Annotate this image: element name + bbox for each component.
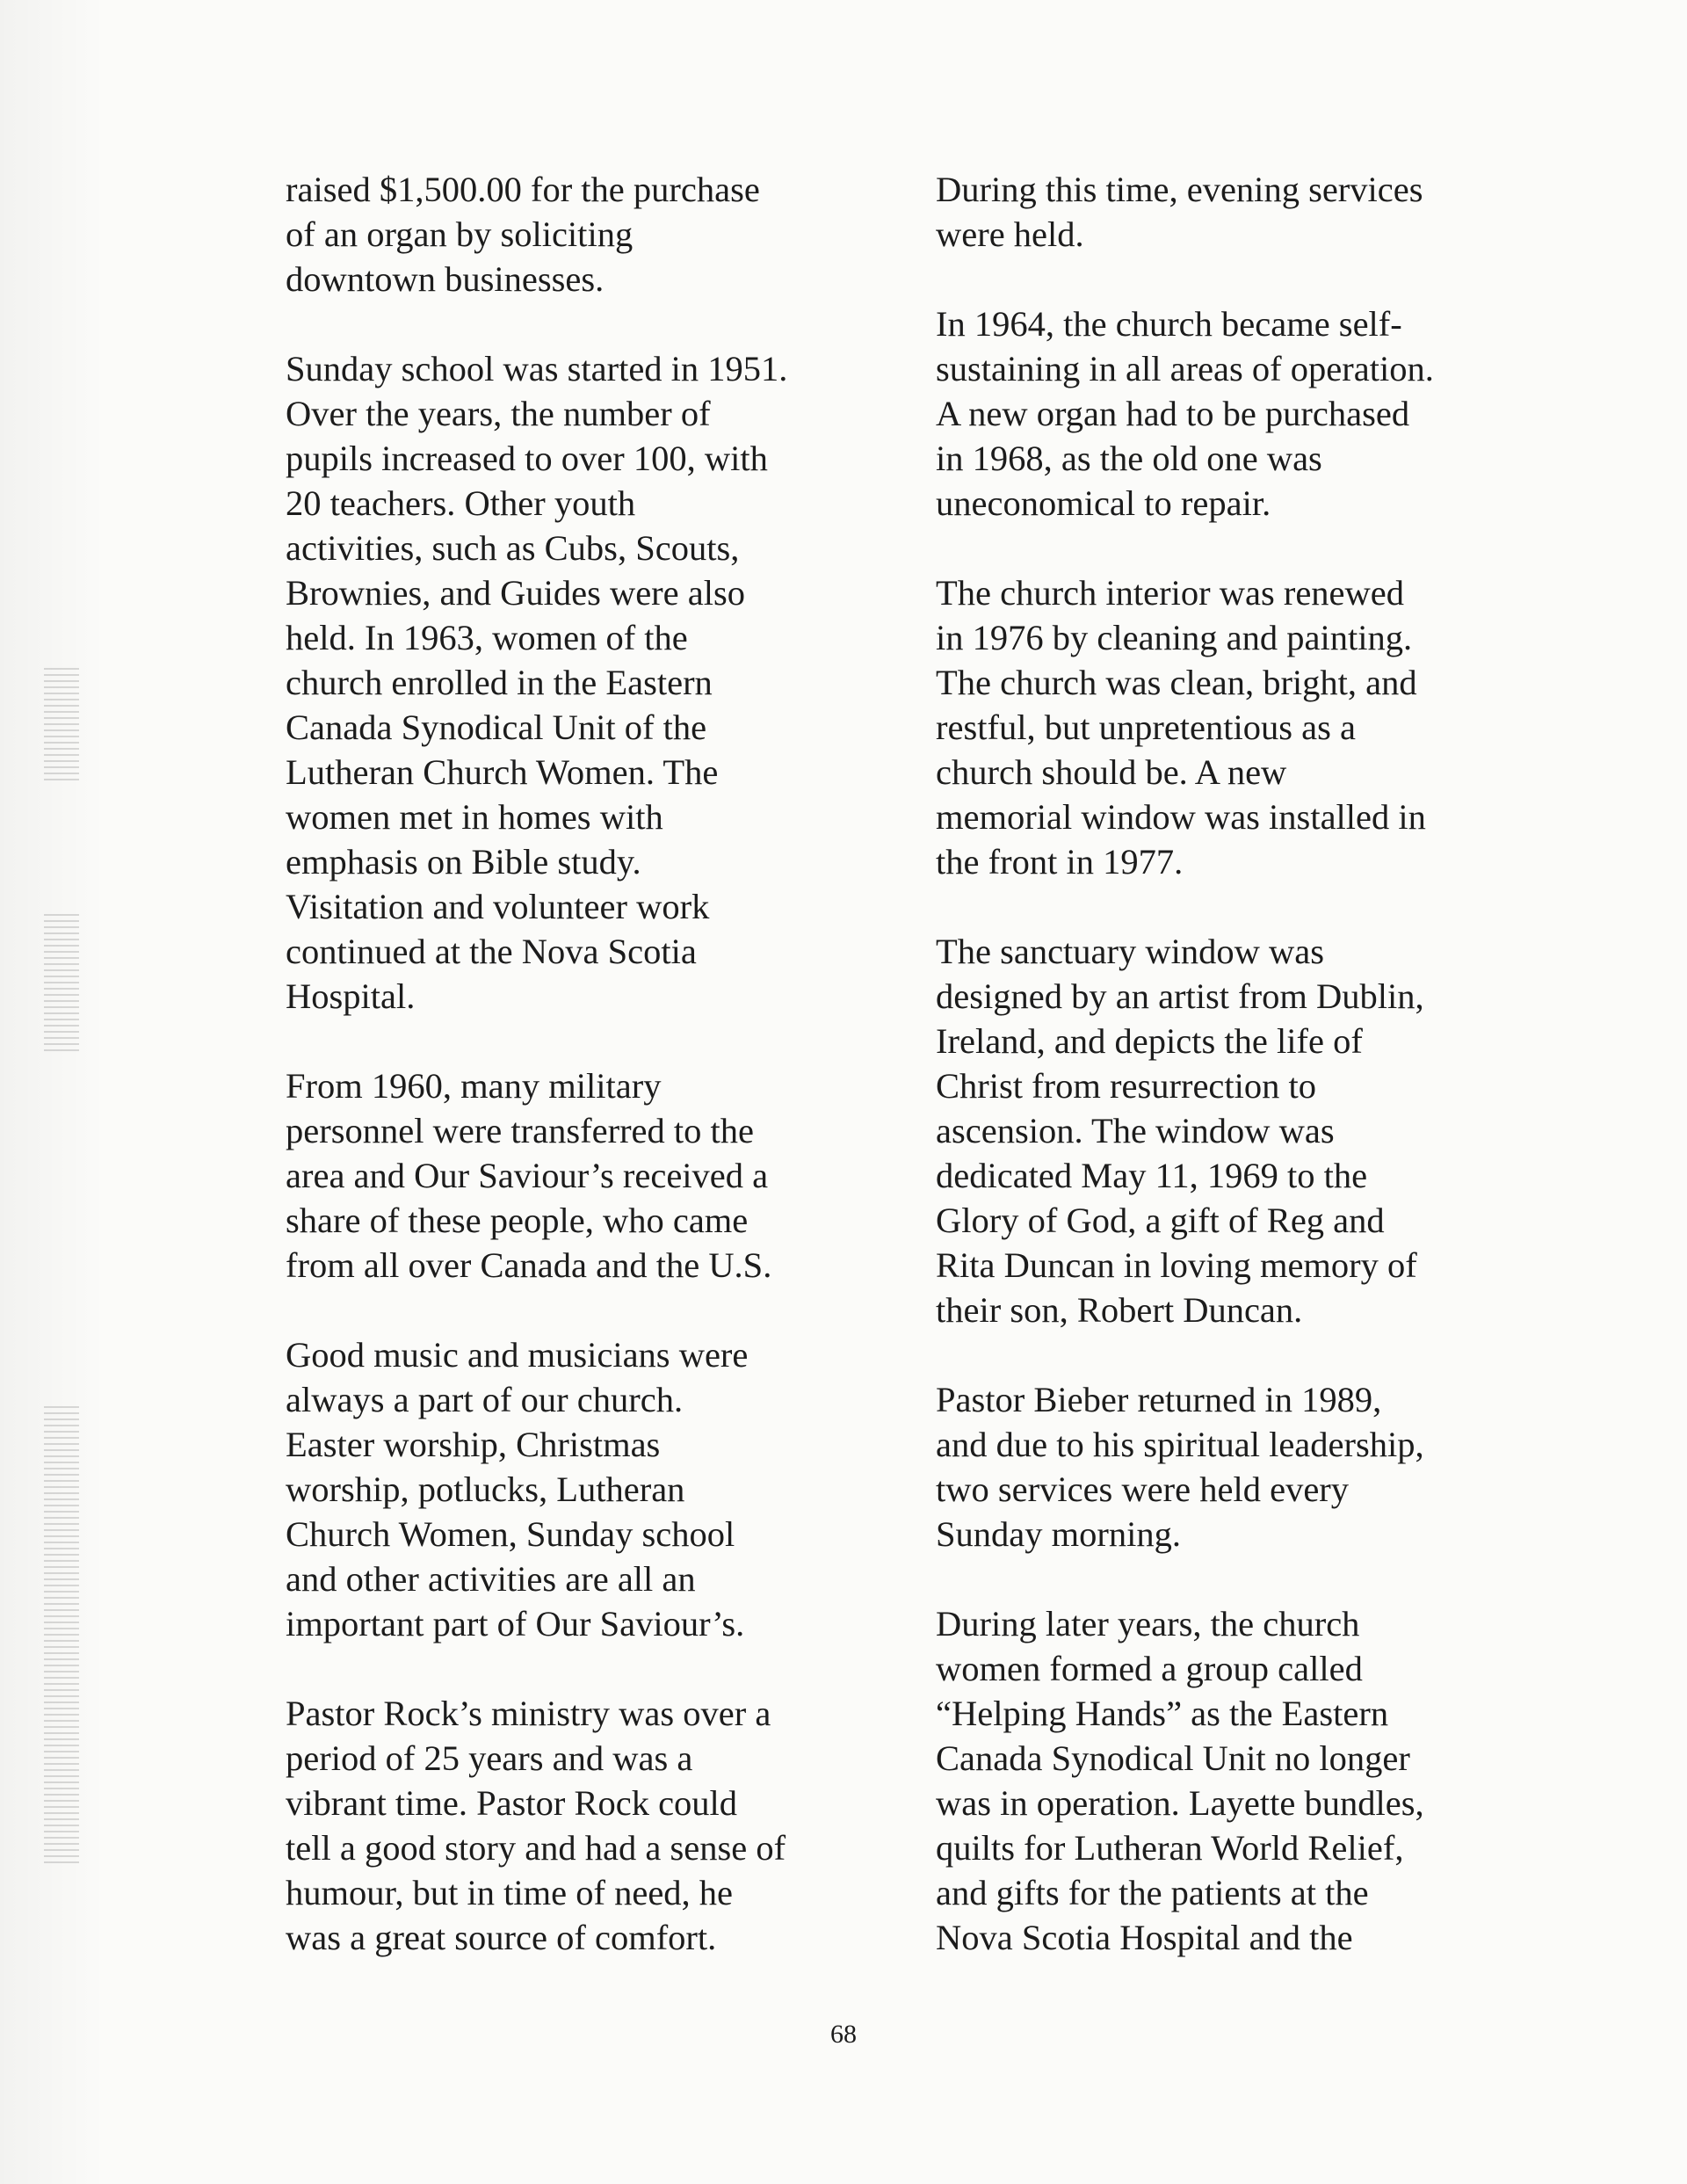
paragraph: During this time, evening services were held. bbox=[936, 170, 1423, 254]
right-column bbox=[936, 167, 1551, 2005]
paragraph: The sanctuary window was designed by an artist from Dublin, Ireland, and depicts the life of Christ from resurrection to ascension. The window was dedicated May 11, 1969 to the Glory of God, a gift of Reg and Rita Duncan in loving memory of their son, Robert Duncan. bbox=[936, 932, 1424, 1330]
paragraph: Pastor Rock’s ministry was over a period of 25 years and was a vibrant time. Pastor Rock could tell a good story and had a sense of humour, but in time of need, he was a great source of comfort. bbox=[286, 1694, 786, 1957]
paragraph: The church interior was renewed in 1976 by cleaning and painting. The church was clean, bright, and restful, but unpretentious as a church should be. A new memorial window was installed in the front in 1977. bbox=[936, 573, 1426, 882]
paragraph: Sunday school was started in 1951. Over the years, the number of pupils increased to over 100, with 20 teachers. Other youth activities, such as Cubs, Scouts, Brownies, and Guides were also held. In 1963, women of the church enrolled in the Eastern Canada Synodical Unit of the Lutheran Church Women. The women met in homes with emphasis on Bible study. Visitation and volunteer work continued at the Nova Scotia Hospital. bbox=[286, 349, 788, 1016]
scan-noise-mark bbox=[44, 1406, 79, 1863]
paragraph: In 1964, the church became self- sustaining in all areas of operation. A new organ had to be purchased in 1968, as the old one was uneconomical to repair. bbox=[936, 304, 1434, 523]
paragraph: Pastor Bieber returned in 1989, and due to his spiritual leadership, two services were held every Sunday morning. bbox=[936, 1380, 1424, 1554]
paragraph: Good music and musicians were always a part of our church. Easter worship, Christmas worship, potlucks, Lutheran Church Women, Sunday school and other activities are all an important part of Our Saviour’s. bbox=[286, 1335, 749, 1643]
paragraph: raised $1,500.00 for the purchase of an organ by soliciting downtown businesses. bbox=[286, 170, 760, 299]
scan-noise-mark bbox=[44, 914, 79, 1055]
page-number: 68 bbox=[830, 2020, 857, 2049]
paragraph: From 1960, many military personnel were transferred to the area and Our Saviour’s received a share of these people, who came from all over Canada and the U.S. bbox=[286, 1066, 772, 1285]
paragraph: During later years, the church women formed a group called “Helping Hands” as the Eastern Canada Synodical Unit no longer was in operation. Layette bundles, quilts for Lutheran World Relief, and gifts for the patients at the Nova Scotia Hospital and the bbox=[936, 1604, 1424, 1957]
left-column bbox=[286, 167, 883, 2005]
scan-noise-mark bbox=[44, 668, 79, 782]
